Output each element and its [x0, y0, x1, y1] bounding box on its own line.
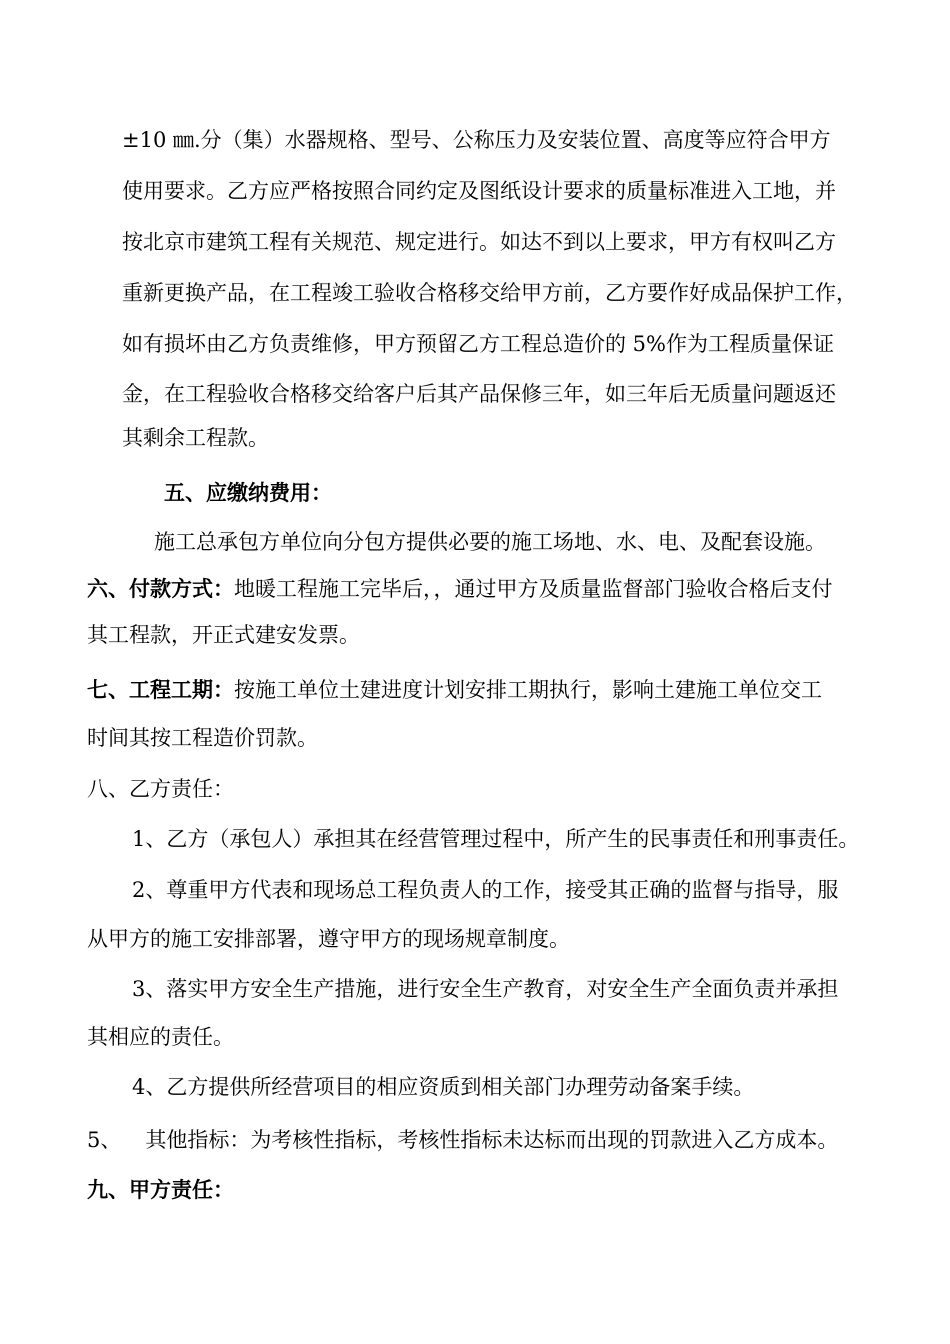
section8-item-1: 1、乙方（承包人）承担其在经营管理过程中，所产生的民事责任和刑事责任。	[132, 827, 860, 851]
section8-item-5	[87, 1125, 838, 1155]
section4-line-1: ±10 ㎜.分（集）水器规格、型号、公称压力及安装位置、高度等应符合甲方	[122, 128, 831, 152]
section7-line-1	[87, 675, 822, 705]
section8-item-2-line-1: 2、尊重甲方代表和现场总工程负责人的工作，接受其正确的监督与指导，服	[132, 878, 839, 902]
section5-heading: 五、应缴纳费用：	[164, 480, 332, 505]
section8-item-4: 4、乙方提供所经营项目的相应资质到相关部门办理劳动备案手续。	[132, 1075, 755, 1099]
section9-heading-text: 九、甲方责任：	[87, 1177, 234, 1202]
section7-text-1: 按施工单位土建进度计划安排工期执行，影响土建施工单位交工	[234, 678, 822, 702]
section8-item-5-number: 5、	[87, 1128, 122, 1152]
section5-body: 施工总承包方单位向分包方提供必要的施工场地、水、电、及配套设施。	[154, 530, 826, 554]
section6-heading: 六、付款方式：	[87, 576, 234, 601]
section4-line-5: 如有损坏由乙方负责维修，甲方预留乙方工程总造价的 5%作为工程质量保证	[122, 332, 834, 356]
section7-heading: 七、工程工期：	[87, 677, 234, 702]
section8-item-5-text: 其他指标：为考核性指标，考核性指标未达标而出现的罚款进入乙方成本。	[145, 1128, 839, 1152]
section9-heading	[87, 1175, 234, 1205]
section4-line-6: 金，在工程验收合格移交给客户后其产品保修三年，如三年后无质量问题返还	[122, 382, 836, 406]
section4-line-7: 其剩余工程款。	[122, 426, 269, 450]
section6-line-1	[87, 574, 833, 604]
section4-line-4: 重新更换产品，在工程竣工验收合格移交给甲方前，乙方要作好成品保护工作，	[122, 281, 857, 305]
section4-line-3: 按北京市建筑工程有关规范、规定进行。如达不到以上要求，甲方有权叫乙方	[122, 230, 836, 254]
section6-text-1: 地暖工程施工完毕后，，通过甲方及质量监督部门验收合格后支付	[234, 577, 833, 601]
section8-item-2-line-2: 从甲方的施工安排部署，遵守甲方的现场规章制度。	[87, 927, 570, 951]
section7-line-2: 时间其按工程造价罚款。	[87, 726, 318, 750]
section4-line-2: 使用要求。乙方应严格按照合同约定及图纸设计要求的质量标准进入工地，并	[122, 179, 836, 203]
section8-heading: 八、乙方责任：	[87, 777, 234, 801]
section8-item-3-line-1: 3、落实甲方安全生产措施，进行安全生产教育，对安全生产全面负责并承担	[132, 977, 839, 1001]
section8-item-3-line-2: 其相应的责任。	[87, 1025, 234, 1049]
section6-line-2: 其工程款，开正式建安发票。	[87, 623, 360, 647]
